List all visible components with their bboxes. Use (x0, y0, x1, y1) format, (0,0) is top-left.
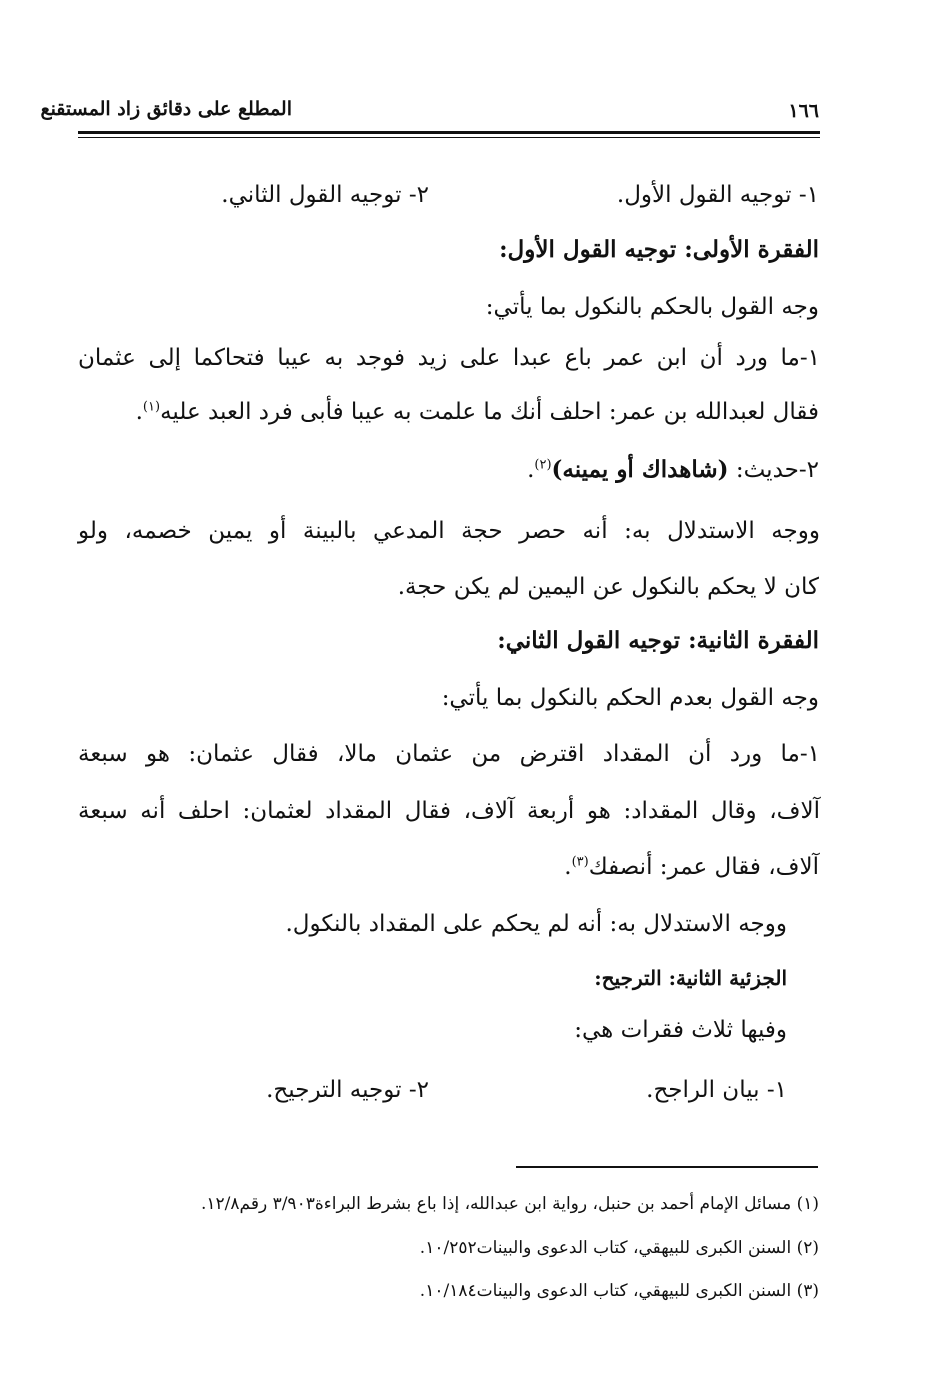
evidence-three-text: آلاف، فقال عمر: أنصفك (588, 854, 819, 880)
evidence-three-line-two: آلاف، وقال المقداد: هو أربعة آلاف، فقال المقداد لعثمان: احلف أنه سبعة (78, 798, 820, 824)
header-rule-thin (78, 137, 820, 138)
evidence-three-line-three: آلاف، فقال عمر: أنصفك$^{(٣)}$. (564, 854, 819, 880)
list-item-first-opinion: ١- توجيه القول الأول. (616, 182, 819, 208)
list-item-second-opinion: ٢- توجيه القول الثاني. (221, 182, 429, 208)
footnote-ref-1: (١) (142, 399, 161, 415)
hadith-quote: (شاهداك أو يمينه) (551, 456, 729, 483)
section-intro: وفيها ثلاث فقرات هي: (574, 1017, 787, 1043)
footnote-3: (٣) السنن الكبرى للبيهقي، كتاب الدعوى والبينات١٠/١٨٤. (419, 1281, 819, 1301)
paragraph-heading-second: الفقرة الثانية: توجيه القول الثاني: (497, 627, 819, 654)
footnote-2: (٢) السنن الكبرى للبيهقي، كتاب الدعوى والبينات١٠/٢٥٢. (419, 1238, 819, 1258)
evidence-two-line: ٢-حديث: (شاهداك أو يمينه)$^{(٢)}$. (527, 456, 819, 483)
evidence-one-text: فقال لعبدالله بن عمر: احلف أنك ما علمت به عيبا فأبى فرد العبد عليه (160, 399, 819, 425)
header-rule-thick (78, 131, 820, 134)
argument-two-line-one: ووجه الاستدلال به: أنه حصر حجة المدعي بالبينة أو يمين خصمه، ولو (78, 518, 820, 544)
footnote-1: (١) مسائل الإمام أحمد بن حنبل، رواية ابن عبدالله، إذا باع بشرط البراءة٣/٩٠٣ رقم١٢/٨. (200, 1194, 819, 1214)
list-item-justification: ٢- توجيه الترجيح. (266, 1077, 429, 1103)
argument-two-line-two: كان لا يحكم بالنكول عن اليمين لم يكن حجة. (397, 574, 819, 600)
list-item-preferred: ١- بيان الراجح. (646, 1077, 787, 1103)
footnote-ref-2: (٢) (534, 457, 552, 473)
paragraph-intro-first: وجه القول بالحكم بالنكول بما يأتي: (485, 294, 819, 320)
argument-three: ووجه الاستدلال به: أنه لم يحكم على المقداد بالنكول. (285, 911, 787, 937)
footnote-ref-3: (٣) (571, 854, 589, 870)
evidence-three-line-one: ١-ما ورد أن المقداد اقترض من عثمان مالا، فقال عثمان: هو سبعة (78, 741, 820, 767)
paragraph-heading-first: الفقرة الأولى: توجيه القول الأول: (499, 236, 819, 263)
running-header-title: المطلع على دقائق زاد المستقنع (40, 98, 292, 120)
page-number: ١٦٦ (788, 100, 819, 122)
section-heading-weighting: الجزئية الثانية: الترجيح: (594, 966, 787, 990)
evidence-one-line-two: فقال لعبدالله بن عمر: احلف أنك ما علمت به عيبا فأبى فرد العبد عليه$^{(١)}$. (135, 399, 819, 425)
evidence-two-prefix: ٢-حديث: (728, 457, 819, 483)
footnote-separator (516, 1166, 818, 1168)
evidence-one-line-one: ١-ما ورد أن ابن عمر باع عبدا على زيد فوجد به عيبا فتحاكما إلى عثمان (78, 345, 820, 371)
paragraph-intro-second: وجه القول بعدم الحكم بالنكول بما يأتي: (441, 685, 819, 711)
